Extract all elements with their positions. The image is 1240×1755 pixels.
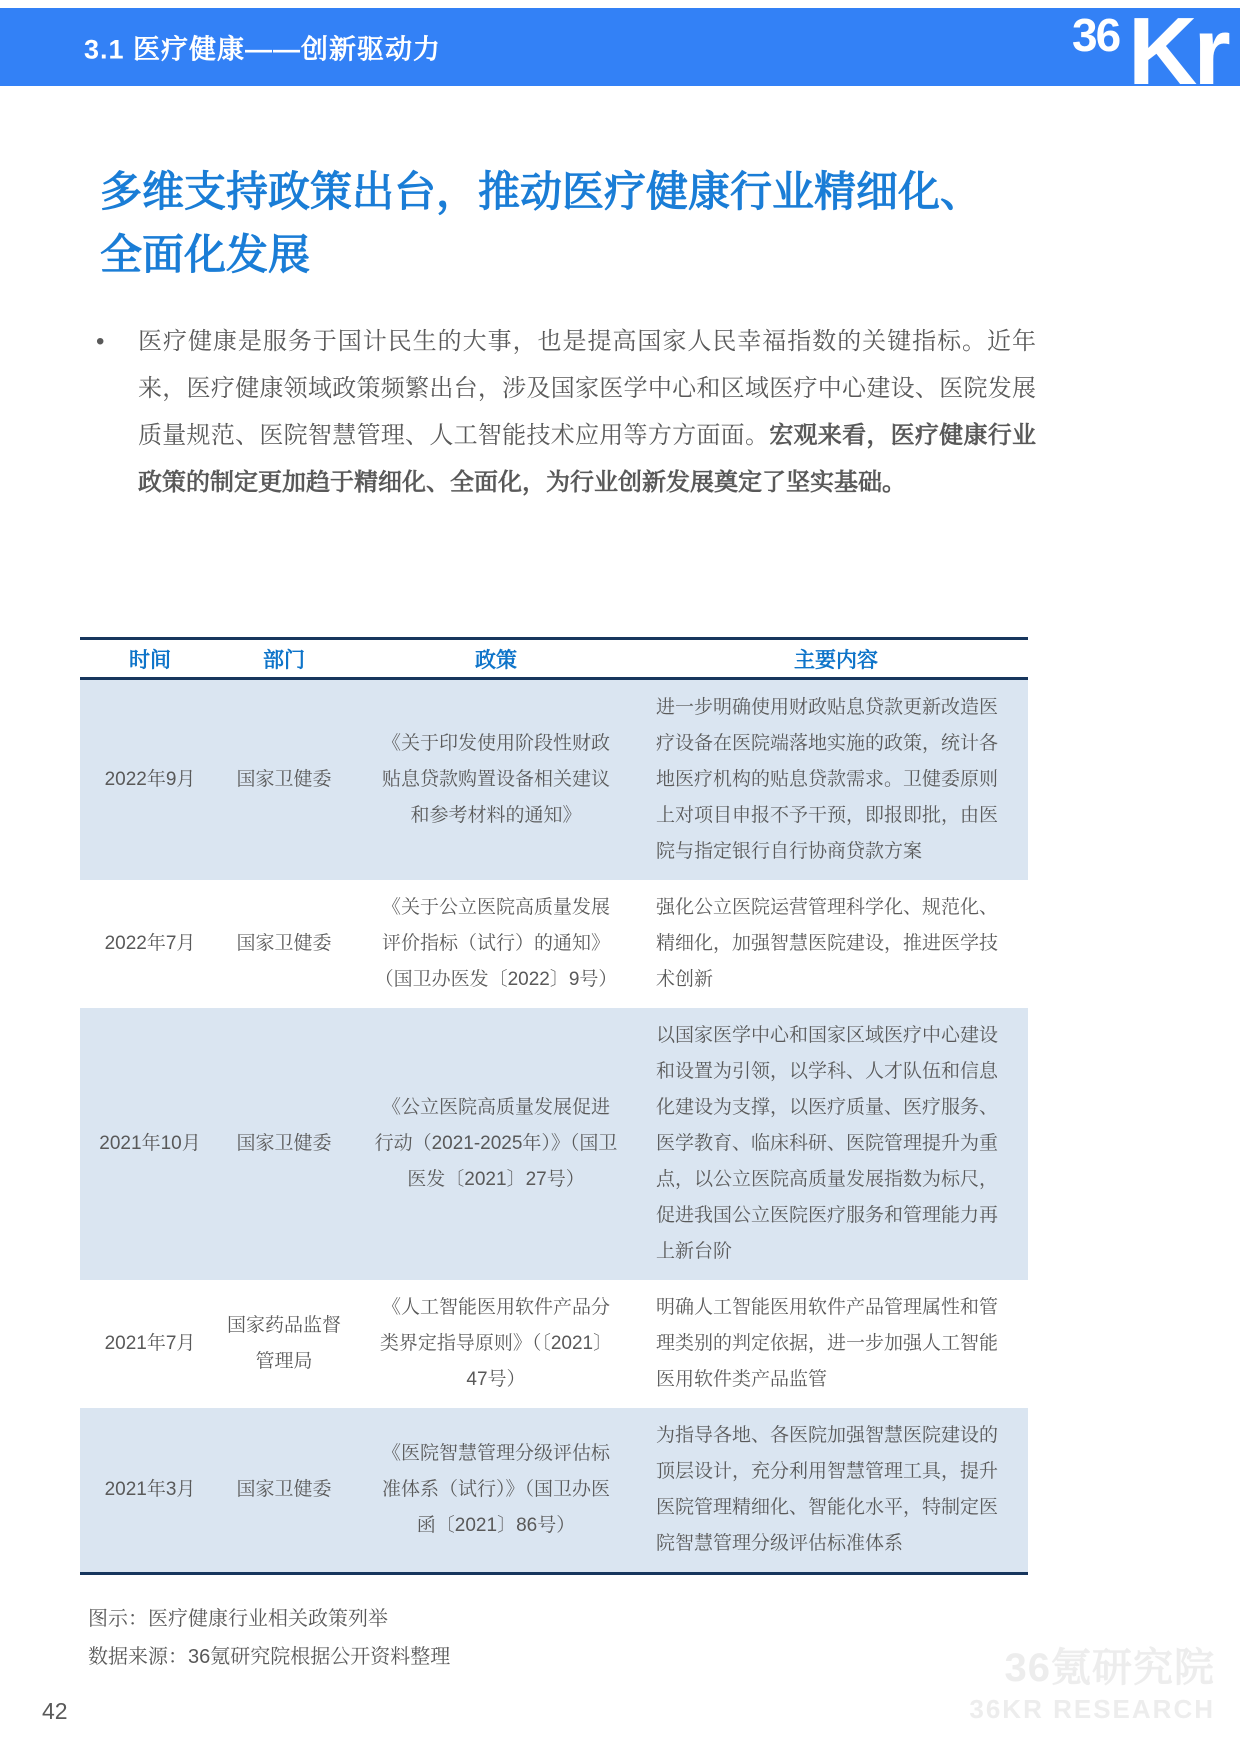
cell-content: 进一步明确使用财政贴息贷款更新改造医疗设备在医院端落地实施的政策，统计各地医疗机构的贴息贷款需求。卫健委原则上对项目申报不予干预，即报即批，由医院与指定银行自行协商贷款方案 [656, 697, 999, 862]
bullet-marker: • [96, 328, 105, 355]
cell-content: 明确人工智能医用软件产品管理属性和管理类别的判定依据，进一步加强人工智能医用软件类产品监管 [656, 1297, 999, 1390]
table-row [80, 880, 1028, 1008]
cell-policy: 《医院智慧管理分级评估标准体系（试行）》（国卫办医函〔2021〕86号） [381, 1443, 610, 1536]
watermark-english: 36KR RESEARCH [969, 1694, 1215, 1724]
cell-policy: 《关于公立医院高质量发展评价指标（试行）的通知》（国卫办医发〔2022〕9号） [374, 897, 618, 990]
table-header-row [80, 639, 1028, 679]
page-number: 42 [42, 1698, 68, 1724]
caption-figure: 图示：医疗健康行业相关政策列举 [88, 1608, 388, 1630]
cell-time: 2022年9月 [104, 769, 196, 790]
table-row [80, 1008, 1028, 1280]
header-bar [0, 0, 1240, 105]
cell-dept: 国家卫健委 [236, 769, 332, 790]
cell-policy: 《关于印发使用阶段性财政贴息贷款购置设备相关建议和参考材料的通知》 [381, 733, 610, 826]
logo-36-text: 36 [1072, 9, 1120, 61]
brand-watermark [969, 1646, 1215, 1724]
table-row [80, 679, 1028, 881]
page-title [100, 160, 1100, 286]
cell-dept: 国家卫健委 [236, 933, 332, 954]
table-row [80, 1408, 1028, 1574]
caption-source: 数据来源：36氪研究院根据公开资料整理 [88, 1646, 451, 1668]
intro-text-bold: 宏观来看，医疗健康行业政策的制定更加趋于精细化、全面化，为行业创新发展奠定了坚实基础。 [138, 422, 1037, 496]
policy-table [80, 637, 1028, 1575]
cell-policy: 《公立医院高质量发展促进行动（2021-2025年）》（国卫医发〔2021〕27号） [374, 1097, 618, 1190]
cell-content: 以国家医学中心和国家区域医疗中心建设和设置为引领，以学科、人才队伍和信息化建设为支撑，以医疗质量、医疗服务、医学教育、临床科研、医院管理提升为重点，以公立医院高质量发展指数为标尺，促进我国公立医院医疗服务和管理能力再上新台阶 [656, 1025, 999, 1262]
36kr-logo [1072, 0, 1240, 105]
cell-time: 2022年7月 [104, 933, 196, 954]
cell-time: 2021年3月 [104, 1479, 196, 1500]
section-title: 3.1 医疗健康——创新驱动力 [84, 34, 442, 65]
cell-policy: 《人工智能医用软件产品分类界定指导原则》（〔2021〕47号） [379, 1297, 613, 1390]
watermark-chinese: 36氪研究院 [1004, 1646, 1215, 1690]
cell-content: 强化公立医院运营管理科学化、规范化、精细化，加强智慧医院建设，推进医学技术创新 [656, 897, 999, 990]
page-title-line1: 多维支持政策出台，推动医疗健康行业精细化、 [100, 168, 983, 215]
cell-dept: 国家卫健委 [236, 1479, 332, 1500]
intro-text [138, 318, 1036, 506]
column-header-time: 时间 [80, 639, 220, 679]
intro-text-normal: 医疗健康是服务于国计民生的大事，也是提高国家人民幸福指数的关键指标。近年来，医疗健康领域政策频繁出台，涉及国家医学中心和区域医疗中心建设、医院发展质量规范、医院智慧管理、人工智能技术应用等方方面面。 [138, 328, 1036, 449]
logo-kr-text: Kr [1128, 0, 1227, 105]
cell-time: 2021年10月 [99, 1133, 201, 1154]
intro-paragraph [96, 318, 1036, 506]
cell-dept: 国家卫健委 [236, 1133, 332, 1154]
cell-content: 为指导各地、各医院加强智慧医院建设的顶层设计，充分利用智慧管理工具，提升医院管理精细化、智能化水平，特制定医院智慧管理分级评估标准体系 [656, 1425, 999, 1554]
cell-dept: 国家药品监督管理局 [226, 1315, 341, 1372]
page-title-line2: 全面化发展 [100, 231, 311, 278]
column-header-policy: 政策 [348, 639, 644, 679]
column-header-content: 主要内容 [644, 639, 1028, 679]
cell-time: 2021年7月 [104, 1333, 196, 1354]
column-header-dept: 部门 [220, 639, 348, 679]
table-caption [88, 1600, 450, 1676]
table-row [80, 1280, 1028, 1408]
